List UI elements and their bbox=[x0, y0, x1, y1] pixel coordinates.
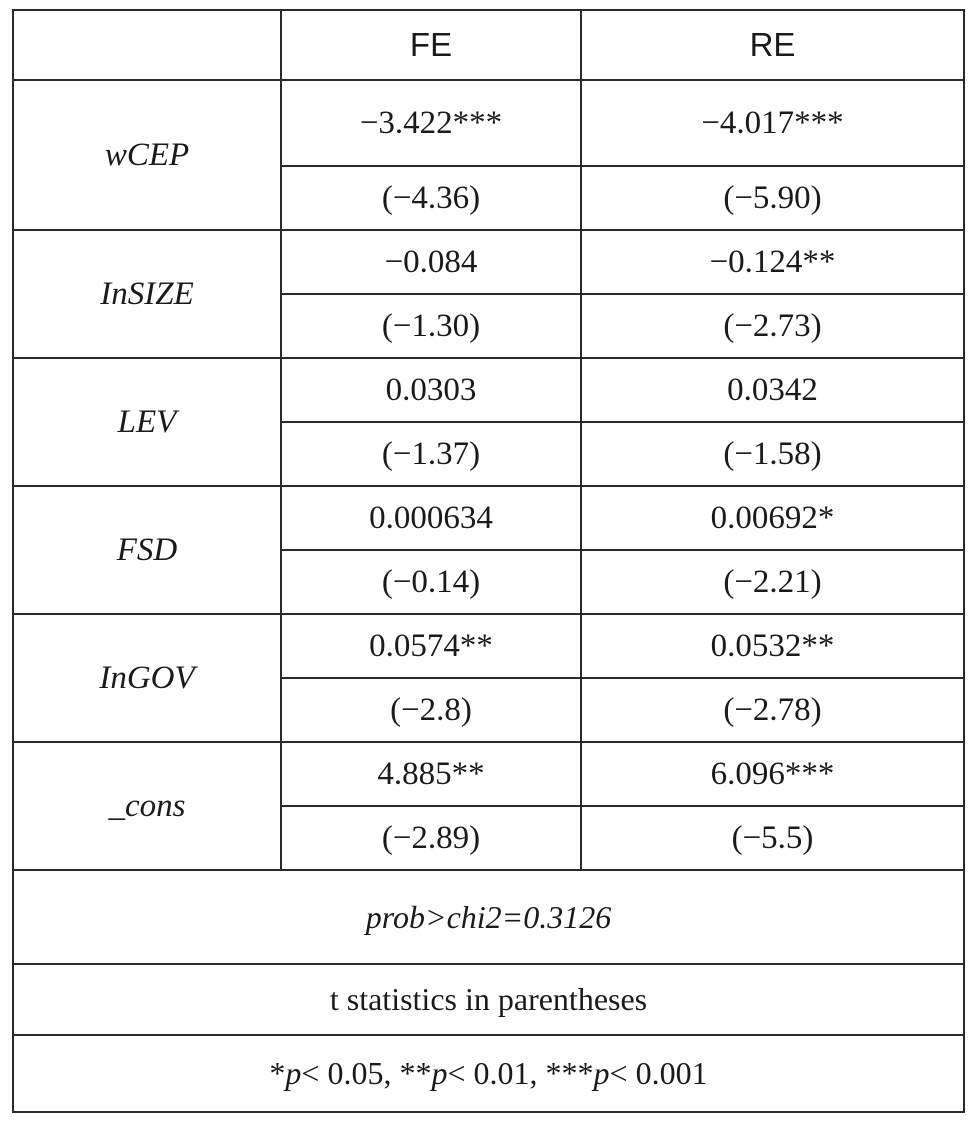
table-row bbox=[13, 614, 964, 678]
fe-coefficient: −3.422*** bbox=[281, 80, 581, 166]
re-t-statistic: (−2.73) bbox=[581, 294, 964, 358]
variable-label: _cons bbox=[13, 742, 281, 870]
header-row bbox=[13, 10, 964, 80]
fe-t-statistic: (−1.37) bbox=[281, 422, 581, 486]
variable-label: InSIZE bbox=[13, 230, 281, 358]
re-coefficient: −4.017*** bbox=[581, 80, 964, 166]
header-blank-cell bbox=[13, 10, 281, 80]
header-fe: FE bbox=[281, 10, 581, 80]
sig-stars-1: * bbox=[269, 1055, 286, 1091]
sig-p-2: p bbox=[431, 1055, 448, 1091]
re-t-statistic: (−5.5) bbox=[581, 806, 964, 870]
table-row bbox=[13, 358, 964, 422]
variable-label: wCEP bbox=[13, 80, 281, 230]
re-coefficient: −0.124** bbox=[581, 230, 964, 294]
table-row bbox=[13, 486, 964, 550]
variable-label: InGOV bbox=[13, 614, 281, 742]
re-coefficient: 0.0532** bbox=[581, 614, 964, 678]
sig-stars-2: ** bbox=[399, 1055, 432, 1091]
table-row bbox=[13, 230, 964, 294]
sig-threshold-2: < 0.01, bbox=[447, 1055, 546, 1091]
fe-coefficient: 0.0303 bbox=[281, 358, 581, 422]
variable-label: FSD bbox=[13, 486, 281, 614]
re-t-statistic: (−1.58) bbox=[581, 422, 964, 486]
t-statistics-note: t statistics in parentheses bbox=[13, 964, 964, 1035]
fe-coefficient: −0.084 bbox=[281, 230, 581, 294]
significance-row bbox=[13, 1035, 964, 1112]
fe-t-statistic: (−2.8) bbox=[281, 678, 581, 742]
sig-threshold-3: < 0.001 bbox=[609, 1055, 708, 1091]
sig-stars-3: *** bbox=[545, 1055, 594, 1091]
table-row bbox=[13, 742, 964, 806]
fe-t-statistic: (−2.89) bbox=[281, 806, 581, 870]
fe-t-statistic: (−1.30) bbox=[281, 294, 581, 358]
regression-results-table bbox=[12, 9, 965, 1113]
sig-threshold-1: < 0.05, bbox=[301, 1055, 400, 1091]
header-re: RE bbox=[581, 10, 964, 80]
sig-p-1: p bbox=[285, 1055, 302, 1091]
significance-legend bbox=[13, 1035, 964, 1112]
re-t-statistic: (−2.78) bbox=[581, 678, 964, 742]
re-t-statistic: (−2.21) bbox=[581, 550, 964, 614]
hausman-test-result: prob>chi2=0.3126 bbox=[13, 870, 964, 964]
re-coefficient: 0.0342 bbox=[581, 358, 964, 422]
fe-t-statistic: (−4.36) bbox=[281, 166, 581, 230]
fe-coefficient: 0.000634 bbox=[281, 486, 581, 550]
variable-label: LEV bbox=[13, 358, 281, 486]
re-coefficient: 0.00692* bbox=[581, 486, 964, 550]
sig-p-3: p bbox=[593, 1055, 610, 1091]
fe-t-statistic: (−0.14) bbox=[281, 550, 581, 614]
re-t-statistic: (−5.90) bbox=[581, 166, 964, 230]
table-row bbox=[13, 80, 964, 166]
re-coefficient: 6.096*** bbox=[581, 742, 964, 806]
hausman-row bbox=[13, 870, 964, 964]
fe-coefficient: 4.885** bbox=[281, 742, 581, 806]
note-row bbox=[13, 964, 964, 1035]
fe-coefficient: 0.0574** bbox=[281, 614, 581, 678]
